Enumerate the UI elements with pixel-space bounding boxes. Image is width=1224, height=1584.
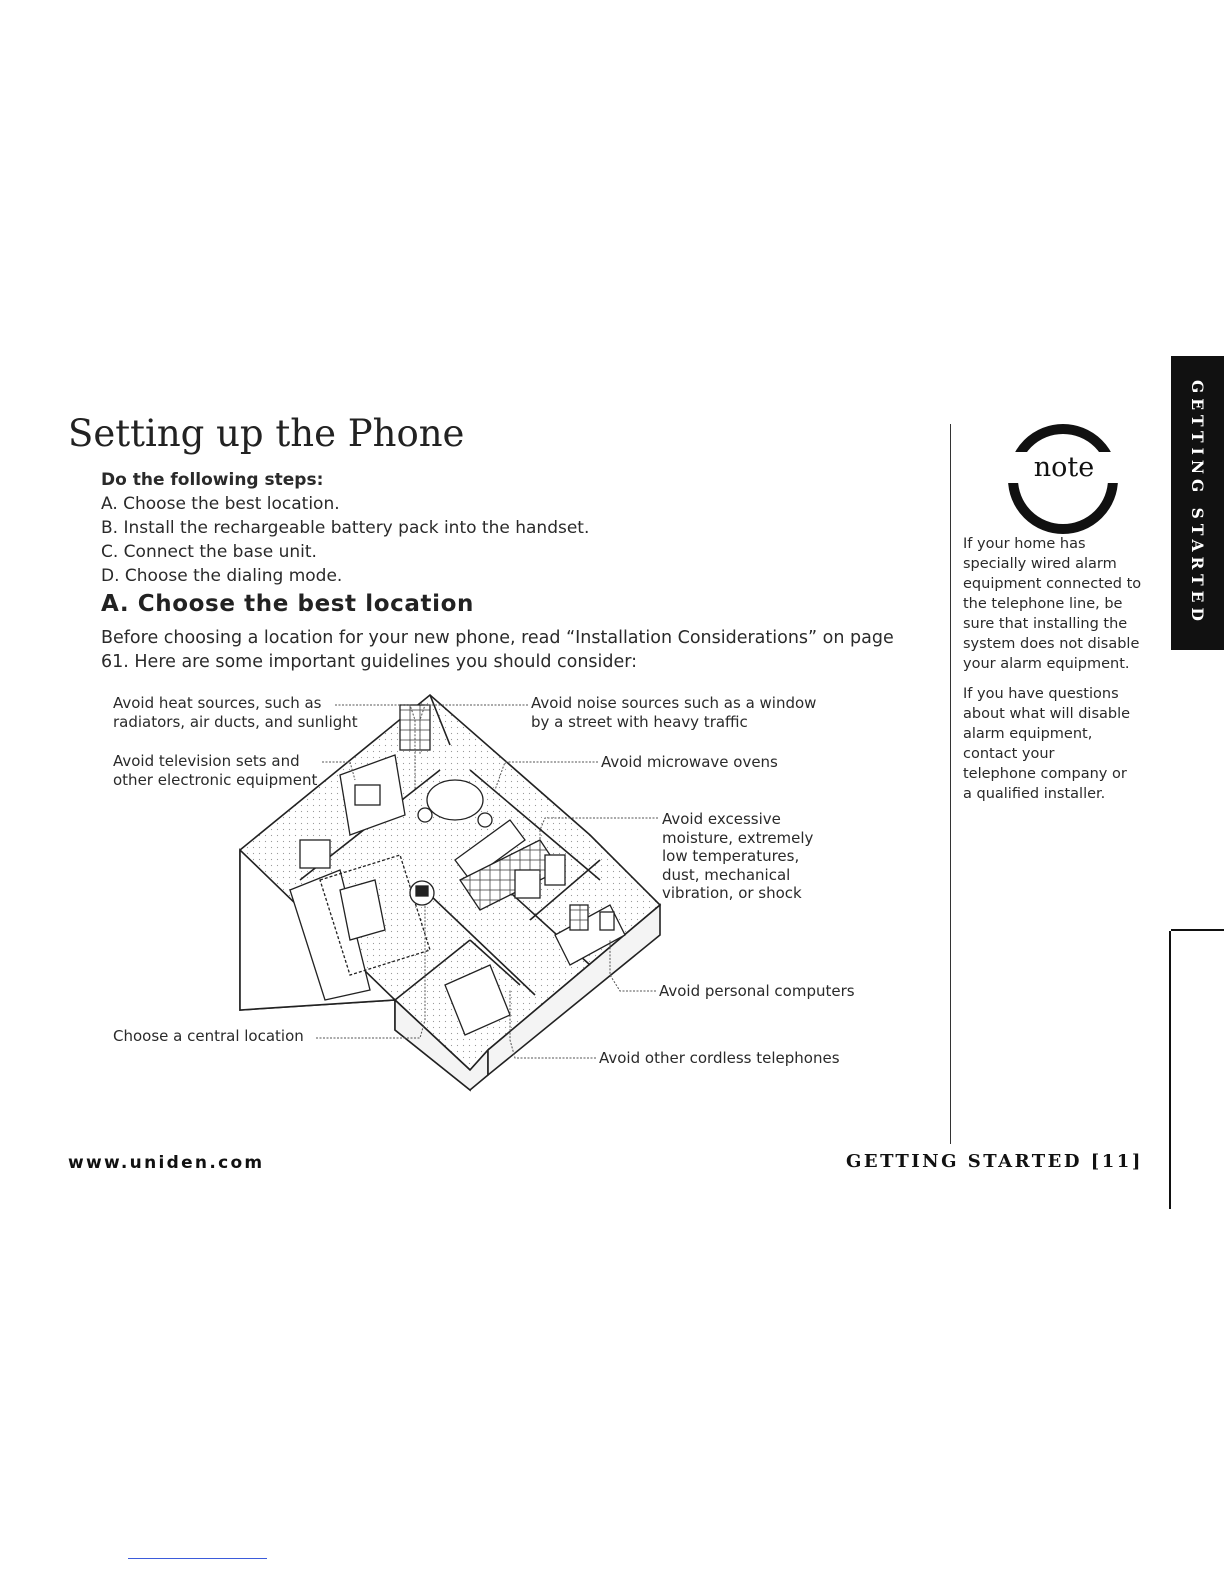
- note-line: equipment connected to: [963, 576, 1142, 592]
- step-item: A. Choose the best location.: [101, 494, 340, 514]
- note-paragraph-1: [963, 534, 1153, 674]
- note-line: If you have questions: [963, 686, 1119, 702]
- caption-line: by a street with heavy traffic: [531, 712, 748, 731]
- caption-line: Avoid television sets and: [113, 752, 300, 770]
- note-line: contact your: [963, 746, 1055, 762]
- tab-vertical-rule: [1169, 931, 1171, 1209]
- footer-link-line: [128, 1558, 267, 1559]
- section-heading: A. Choose the best location: [101, 591, 474, 617]
- caption-computers: Avoid personal computers: [659, 982, 855, 1000]
- caption-heat-sources: [113, 694, 358, 731]
- note-line: your alarm equipment.: [963, 656, 1130, 672]
- note-paragraph-2: [963, 684, 1153, 804]
- caption-line: Avoid noise sources such as a window: [531, 694, 817, 712]
- note-line: If your home has: [963, 536, 1086, 552]
- note-line: system does not disable: [963, 636, 1140, 652]
- caption-line: dust, mechanical: [662, 865, 791, 884]
- caption-microwave: Avoid microwave ovens: [601, 753, 778, 771]
- caption-moisture: [662, 810, 813, 903]
- step-item: C. Connect the base unit.: [101, 542, 317, 562]
- footer-page-label: GETTING STARTED [11]: [846, 1151, 1143, 1172]
- caption-line: other electronic equipment: [113, 770, 318, 789]
- step-item: B. Install the rechargeable battery pack into the handset.: [101, 518, 590, 538]
- intro-paragraph: Before choosing a location for your new phone, read “Installation Considerations” on page 61. Here are some important guidelines you should consider:: [101, 628, 894, 672]
- caption-line: Avoid heat sources, such as: [113, 694, 322, 712]
- steps-heading: Do the following steps:: [101, 470, 324, 490]
- section-tab-text: GETTING STARTED: [1188, 380, 1207, 626]
- footer-website: www.uniden.com: [68, 1153, 265, 1173]
- caption-line: moisture, extremely: [662, 828, 814, 847]
- note-line: the telephone line, be: [963, 596, 1123, 612]
- note-line: alarm equipment,: [963, 726, 1093, 742]
- caption-cordless: Avoid other cordless telephones: [599, 1049, 840, 1067]
- note-line: sure that installing the: [963, 616, 1128, 632]
- column-divider: [950, 424, 951, 1144]
- caption-central-location: Choose a central location: [113, 1027, 304, 1045]
- caption-line: low temperatures,: [662, 847, 800, 865]
- note-label: note: [1000, 452, 1128, 483]
- tab-rule: [1171, 929, 1224, 931]
- caption-line: radiators, air ducts, and sunlight: [113, 712, 358, 731]
- note-line: a qualified installer.: [963, 786, 1106, 802]
- section-tab-label: [1171, 356, 1224, 650]
- caption-line: vibration, or shock: [662, 884, 802, 902]
- step-item: D. Choose the dialing mode.: [101, 566, 343, 586]
- page-title: Setting up the Phone: [68, 412, 465, 455]
- note-line: telephone company or: [963, 766, 1127, 782]
- caption-noise-sources: [531, 694, 816, 731]
- note-line: specially wired alarm: [963, 556, 1117, 572]
- caption-line: Avoid excessive: [662, 810, 781, 828]
- note-line: about what will disable: [963, 706, 1131, 722]
- caption-television: [113, 752, 317, 789]
